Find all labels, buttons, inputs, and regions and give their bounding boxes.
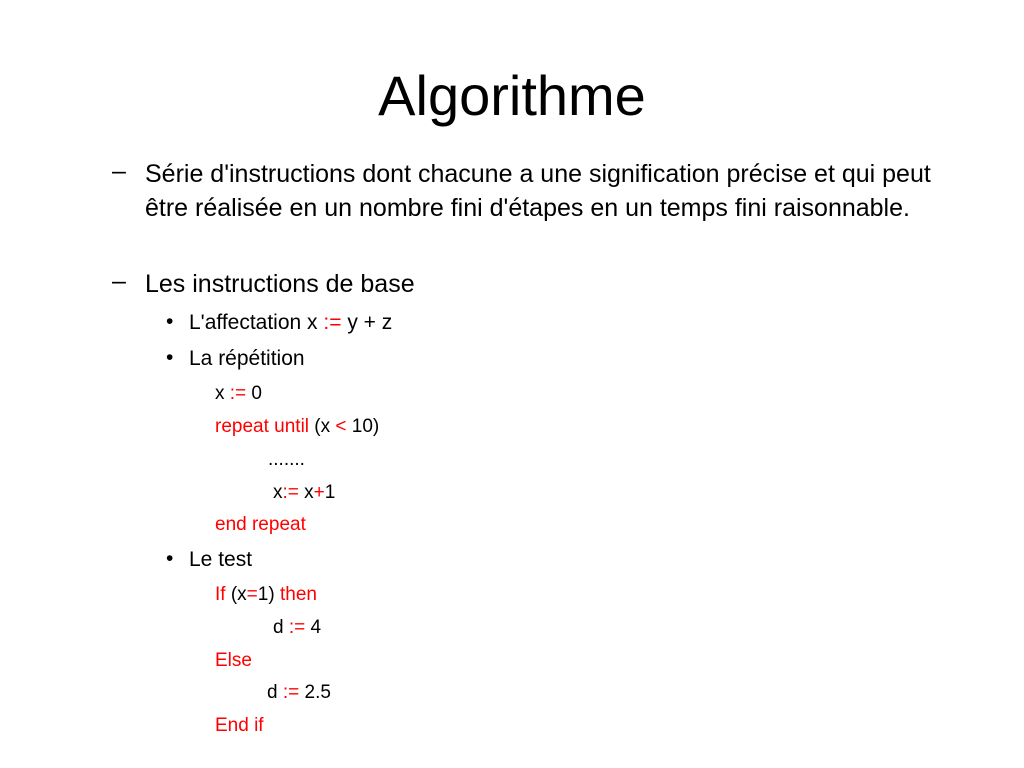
else-line: Else [215,650,252,671]
if-keyword: If [215,584,226,605]
repeat-increment-line [273,481,335,505]
affectation-text: L'affectation x [189,311,324,334]
code-var: x [215,383,230,404]
plus-operator: + [313,482,325,503]
repetition-heading: La répétition [189,347,305,370]
bullet-marker: • [166,310,174,333]
code-cond-close: 10) [346,416,380,437]
definition-text: Série d'instructions dont chacune a une signification précise et qui peut être réalisée en un nombre fini d'étapes en un temps fini raisonnable. [145,160,931,222]
base-instructions-heading: Les instructions de base [145,270,415,298]
assign-operator: := [288,617,306,638]
bullet-marker: • [166,547,174,570]
code-value: 0 [246,383,263,404]
dash-marker: – [112,267,126,295]
code-var: x [298,482,314,503]
then-keyword: then [279,584,317,605]
repeat-until-line [215,415,379,439]
affectation-item [189,309,392,337]
code-cond-open: (x [309,416,336,437]
code-var: d [273,617,289,638]
bullet-marker: • [166,346,174,369]
end-if-line: End if [215,715,264,736]
end-repeat-line: end repeat [215,514,306,535]
code-var: x [273,482,283,503]
then-assign-line [273,616,321,640]
repeat-init-line [215,382,262,406]
code-cond-close: 1) [257,584,280,605]
code-value: 4 [305,617,322,638]
test-heading: Le test [189,548,253,571]
less-than-operator: < [335,416,347,437]
assign-operator: := [282,482,299,503]
else-assign-line [267,681,331,705]
if-line [215,583,317,607]
repeat-until-keyword: repeat until [215,416,310,437]
repeat-ellipsis-line: ....... [268,449,305,470]
affectation-expr: y + z [341,311,393,334]
code-value: 1 [324,482,336,503]
assign-operator: := [229,383,247,404]
assign-operator: := [323,311,342,334]
assign-operator: := [282,682,300,703]
dash-marker: – [112,157,126,185]
code-var: d [267,682,283,703]
code-value: 2.5 [299,682,331,703]
equals-operator: = [246,584,258,605]
slide-title: Algorithme [378,64,646,127]
code-cond-open: (x [225,584,247,605]
